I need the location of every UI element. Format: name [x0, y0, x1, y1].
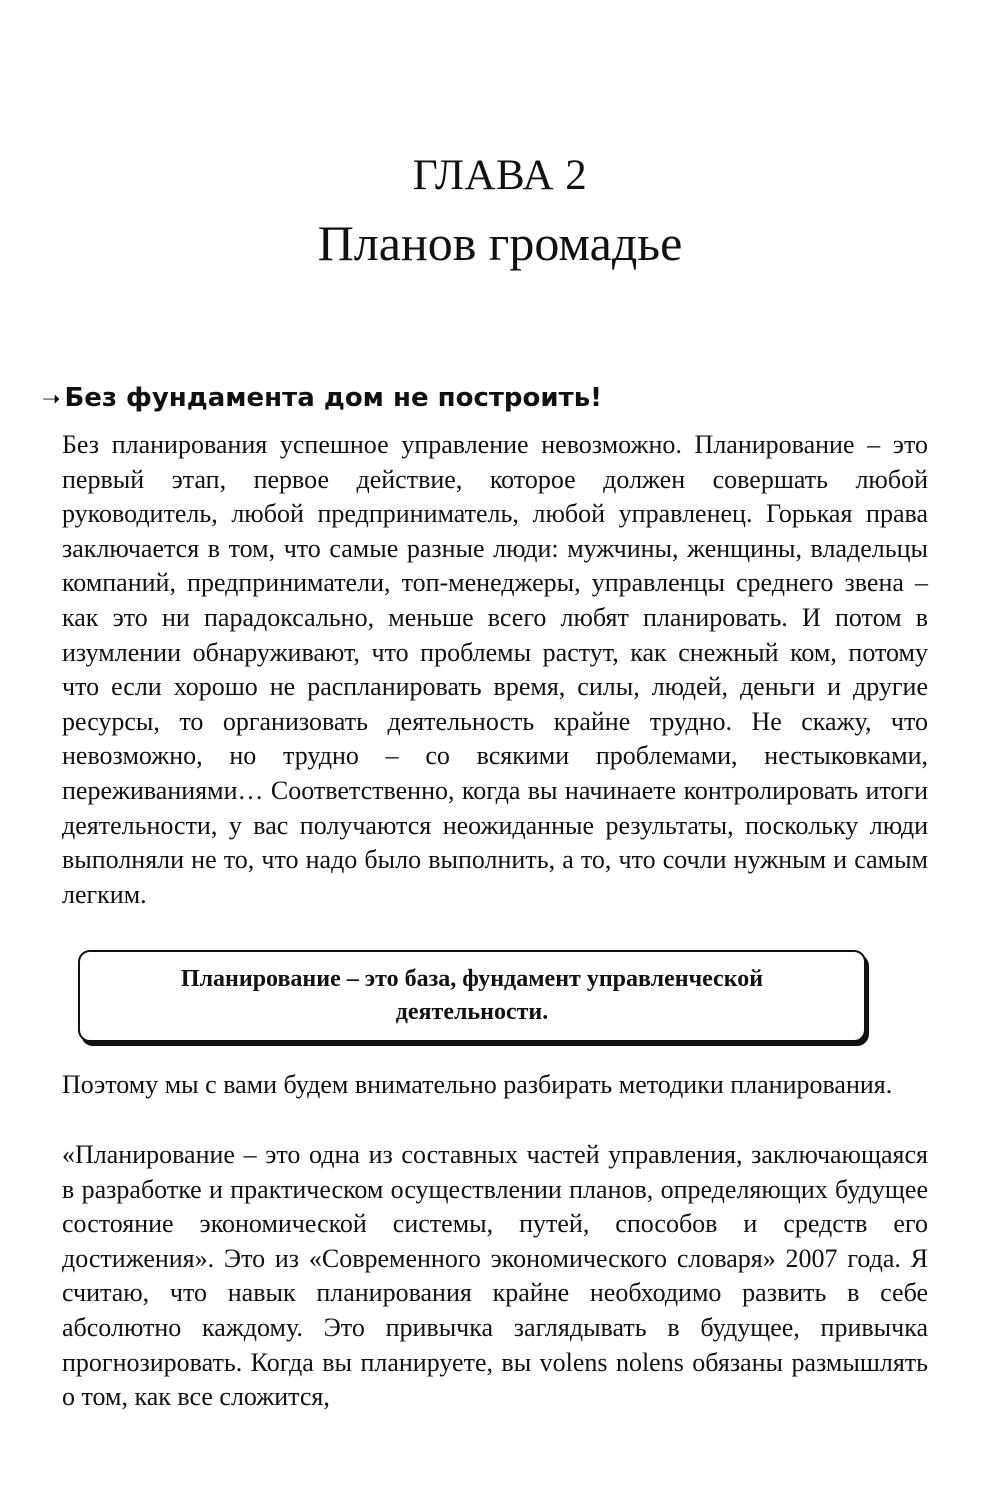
callout-box: [78, 950, 866, 1042]
paragraph-3: «Планирование – это одна из составных частей управления, заключающаяся в разработке и практическом осуществлении планов, определяющих будущее состояние экономической системы, путей, способов и средств его достижения». Это из «Современного экономического словаря» 2007 года. Я считаю, что навык планирования крайне необходимо развить в себе абсолютно каждому. Это привычка заглядывать в будущее, привычка прогнозировать. Когда вы планируете, вы volens nolens обязаны размышлять о том, как все сложится,: [62, 1140, 928, 1412]
arrow-right-icon: ➝: [42, 387, 61, 412]
section-heading: [42, 378, 602, 420]
paragraph-1: Без планирования успешное управление невозможно. Планирование – это первый этап, первое действие, которое должен совершать любой руководитель, любой предприниматель, любой управленец. Горькая права заключается в том, что самые разные люди: мужчины, женщины, владельцы компаний, предприниматели, топ-менеджеры, управленцы среднего звена – как это ни парадоксально, меньше всего любят планировать. И потом в изумлении обнаруживают, что проблемы растут, как снежный ком, потому что если хорошо не распланировать время, силы, людей, деньги и другие ресурсы, то организовать деятельность крайне трудно. Не скажу, что невозможно, но трудно – со всякими проблемами, нестыковками, переживаниями… Соответственно, когда вы начинаете контролировать итоги деятельности, у вас получаются неожиданные результаты, поскольку люди выполняли не то, что надо было выполнить, а то, что сочли нужным и самым легким.: [62, 430, 928, 909]
section-heading-text: Без фундамента дом не построить!: [64, 383, 602, 413]
chapter-number: ГЛАВА 2: [412, 152, 588, 199]
callout-text: Планирование – это база, фундамент управленческой деятельности.: [180, 966, 764, 1025]
paragraph-2: Поэтому мы с вами будем внимательно разбирать методики планирования.: [62, 1070, 893, 1099]
chapter-title: Планов громадье: [317, 215, 683, 271]
